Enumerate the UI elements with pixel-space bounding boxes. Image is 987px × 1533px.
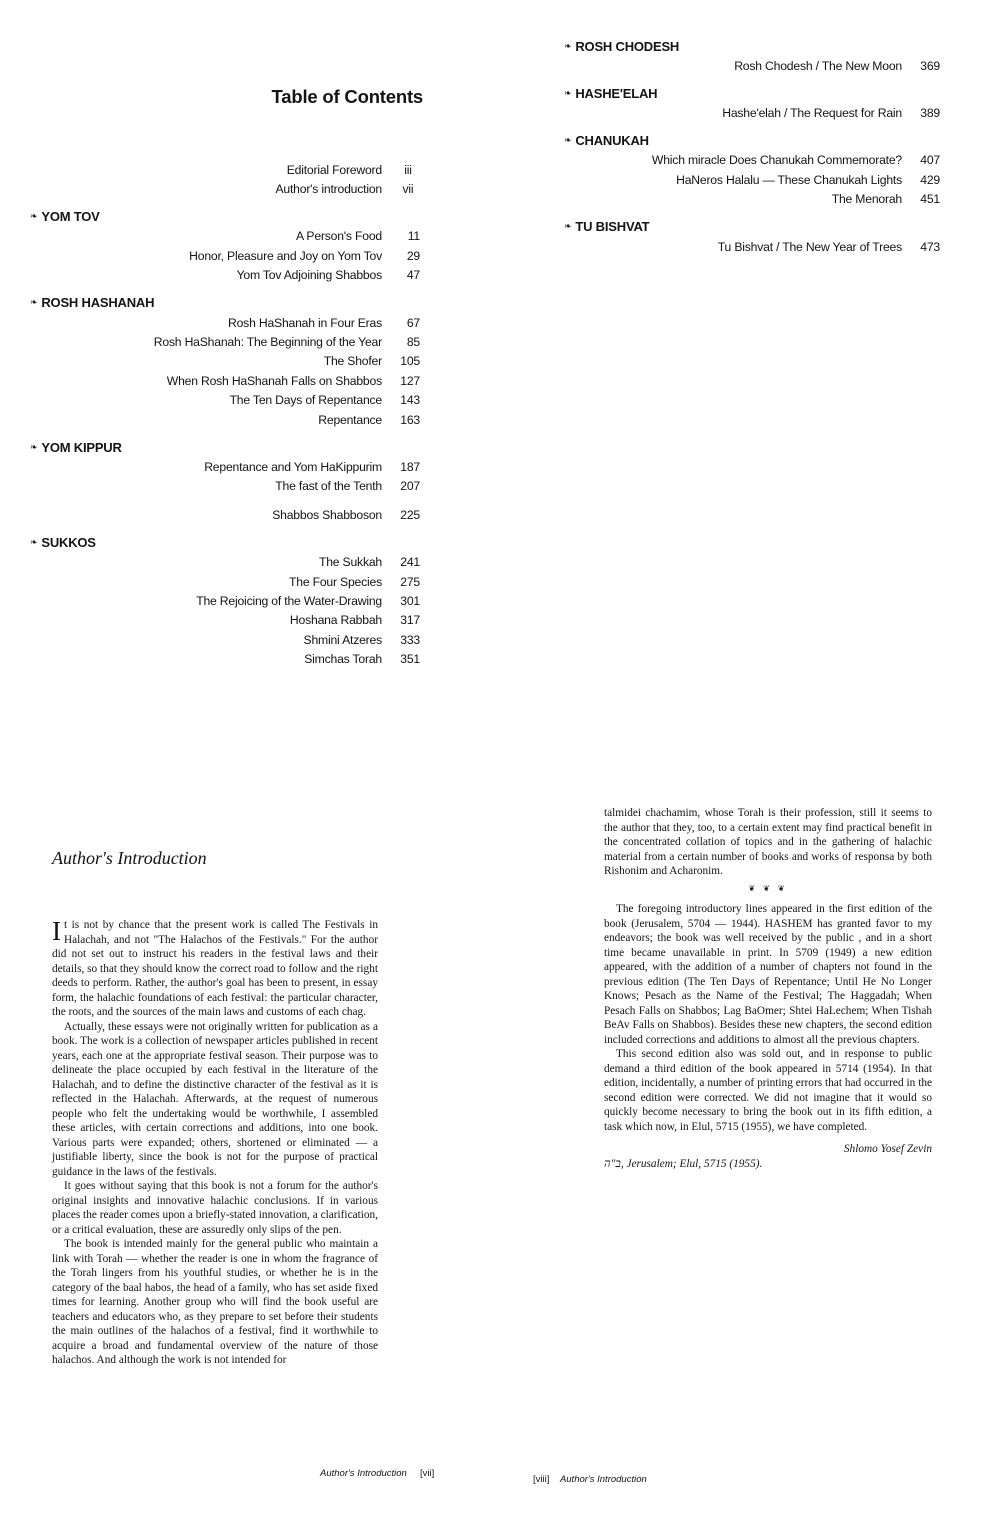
toc-entry-title: When Rosh HaShanah Falls on Shabbos — [166, 373, 382, 388]
toc-right-column — [560, 36, 940, 264]
toc-section-title: CHANUKAH — [575, 133, 649, 149]
toc-section-title: TU BISHVAT — [575, 219, 650, 235]
toc-entry[interactable] — [0, 591, 420, 610]
toc-entry-title: Shabbos Shabboson — [272, 507, 382, 522]
toc-entry[interactable] — [560, 170, 940, 189]
toc-entry[interactable] — [0, 630, 420, 649]
toc-entry[interactable] — [0, 611, 420, 630]
toc-entry-title: Repentance and Yom HaKippurim — [204, 459, 382, 474]
fleuron-icon: ❧ — [564, 221, 572, 232]
toc-entry[interactable] — [0, 572, 420, 591]
toc-entry-page: 429 — [920, 172, 940, 187]
fleuron-icon: ❧ — [30, 536, 38, 547]
toc-entry[interactable] — [0, 457, 420, 476]
toc-entry[interactable] — [0, 505, 420, 524]
toc-entry-page: 451 — [920, 192, 940, 207]
toc-entry-title: Rosh HaShanah: The Beginning of the Year — [153, 335, 382, 350]
toc-entry-page: 105 — [400, 354, 420, 369]
running-footer-right — [533, 1474, 647, 1485]
toc-entry-page: 85 — [406, 335, 420, 350]
toc-entry-page: 143 — [400, 393, 420, 408]
toc-section-heading — [560, 36, 940, 56]
footer-title: Author's Introduction — [559, 1474, 647, 1485]
intro-paragraph: talmidei chachamim, whose Torah is their profession, still it seems to the author that they, too, to a certain extent may find practical benefit in the concentrated collation of topics and in the gathering of halachic material from a certain number of books and works of responsa by both Rishonim and Acharonim. — [604, 807, 932, 877]
toc-entry-page: 11 — [407, 229, 420, 244]
fleuron-icon: ❧ — [564, 40, 572, 51]
toc-entry[interactable] — [0, 227, 420, 246]
toc-section-title: ROSH HASHANAH — [41, 295, 155, 311]
toc-entry-title: The Four Species — [289, 574, 382, 589]
toc-entry-page: 407 — [920, 153, 940, 168]
intro-paragraph: It goes without saying that this book is not a forum for the author's original insights and innovative halachic conclusions. If in various places the reader comes upon a briefly-stated innovation, a clarification, or a critical evaluation, these are assuredly only slips of the pen. — [52, 1180, 378, 1236]
toc-left-column — [0, 160, 420, 677]
intro-right-column — [604, 806, 932, 1171]
toc-entry-title: Repentance — [318, 412, 382, 427]
toc-entry-title: Tu Bishvat / The New Year of Trees — [717, 239, 902, 254]
toc-section-heading — [0, 437, 420, 457]
toc-section-title: YOM KIPPUR — [41, 439, 122, 455]
intro-paragraph: The foregoing introductory lines appeared in the first edition of the book (Jerusalem, 5704 — 1944). HASHEM has granted favor to my endeavors; the book was well received by the public , and in a short time became unavailable in print. In 5709 (1949) a new edition appeared, with the addition of a number of chapters not found in the previous edition (The Ten Days of Repentance; Until He No Longer Knows; Pesach as the Name of the Festival; The Haggadah; When Pesach Falls on Shabbos; Lag BaOmer; Shtei HaLechem; When Tishah BeAv Falls on Shabbos). Besides these new chapters, the second edition included corrections and additions to almost all the previous chapters. — [604, 903, 932, 1046]
toc-section-title: HASHE'ELAH — [575, 85, 658, 101]
toc-entry-page: 187 — [400, 459, 420, 474]
toc-entry-page: 317 — [400, 613, 420, 628]
toc-entry[interactable] — [0, 246, 420, 265]
toc-front-matter — [0, 160, 420, 199]
toc-entry-title: Shmini Atzeres — [303, 632, 382, 647]
section-break-ornament: ❦ ❦ ❦ — [748, 883, 788, 893]
toc-section-title: ROSH CHODESH — [575, 38, 680, 54]
fleuron-icon: ❧ — [564, 87, 572, 98]
toc-entry[interactable] — [560, 103, 940, 122]
toc-entry-title: Editorial Foreword — [286, 162, 382, 177]
intro-paragraph: Actually, these essays were not originally written for publication as a book. The work is a collection of newspaper articles published in recent years, each one at the appropriate festival season. Their purpose was to delineate the place occupied by each festival in the literature of the Halachah, and to define the distinctive character of the festival as it is reflected in the Halachah. Afterwards, at the request of numerous people who felt the undertaking would be worthwhile, I assembled these articles, with certain corrections and additions, into one book. Various parts were expanded; others, shortened or eliminated — a justifiable liberty, since the book is not for the purpose of practical guidance in the laws of the festivals. — [52, 1020, 378, 1178]
toc-entry-page: 241 — [400, 555, 420, 570]
toc-entry-title: Hashe'elah / The Request for Rain — [722, 106, 902, 121]
toc-entry-page: 301 — [400, 593, 420, 608]
toc-entry-page: 207 — [400, 479, 420, 494]
toc-section-heading — [0, 207, 420, 227]
toc-section-hasheelah — [560, 83, 940, 122]
toc-section-heading — [0, 532, 420, 552]
toc-entry-title: The Shofer — [323, 354, 382, 369]
toc-entry-title: Rosh Chodesh / The New Moon — [734, 58, 902, 73]
toc-entry-title: The Rejoicing of the Water-Drawing — [196, 593, 382, 608]
toc-section-heading — [560, 131, 940, 151]
place-date-line: ב"ה, Jerusalem; Elul, 5715 (1955). — [604, 1157, 763, 1170]
toc-entry-page: 389 — [920, 106, 940, 121]
toc-entry[interactable] — [0, 391, 420, 410]
toc-entry-title: Yom Tov Adjoining Shabbos — [236, 268, 382, 283]
toc-entry-title: Author's introduction — [275, 182, 382, 197]
toc-entry-page: 351 — [400, 652, 420, 667]
toc-entry-title: Rosh HaShanah in Four Eras — [228, 315, 382, 330]
toc-entry-page: 47 — [406, 268, 420, 283]
toc-section-sukkos — [0, 532, 420, 668]
toc-entry[interactable] — [0, 160, 420, 179]
footer-page-number: [vii] — [420, 1468, 435, 1479]
toc-entry-page: 473 — [920, 239, 940, 254]
toc-entry[interactable] — [560, 190, 940, 209]
toc-entry-page: iii — [404, 162, 412, 177]
toc-entry-title: The Ten Days of Repentance — [229, 393, 382, 408]
toc-entry-title: The fast of the Tenth — [275, 479, 382, 494]
toc-entry[interactable] — [0, 552, 420, 571]
running-footer-left — [320, 1468, 434, 1479]
footer-page-number: [viii] — [533, 1474, 550, 1485]
fleuron-icon: ❧ — [564, 135, 572, 146]
toc-entry-title: The Menorah — [831, 192, 902, 207]
toc-section-rosh-chodesh — [560, 36, 940, 75]
toc-entry[interactable] — [0, 332, 420, 351]
toc-entry-page: 333 — [400, 632, 420, 647]
toc-section-title: YOM TOV — [41, 209, 100, 225]
toc-section-title: SUKKOS — [41, 534, 96, 550]
intro-paragraph: The book is intended mainly for the general public who maintain a link with Torah — whether the reader is one in whom the fragrance of the Torah lingers from his youthful studies, or whether he is in the category of the baal habos, the head of a family, who has set aside fixed times for learning. Another group who will find the book useful are teachers and educators who, as they prepare to set before their students the main outlines of the halachos of a festival, find it worthwhile to acquire a broad and fundamental overview of the nature of those halachos. And although the work is not intended for — [52, 1238, 378, 1366]
fleuron-icon: ❧ — [30, 441, 38, 452]
fleuron-icon: ❧ — [30, 211, 38, 222]
intro-paragraph: This second edition also was sold out, and in response to public demand a third edition of the book appeared in 5714 (1954). In that edition, incidentally, a number of printing errors that had occurred in the second edition were corrected. We did not imagine that it would so quickly become necessary to bring the book out in its fifth edition, a task which now, in Elul, 5715 (1955), we have completed. — [604, 1048, 932, 1133]
toc-entry-page: vii — [402, 182, 414, 197]
toc-entry-page: 275 — [400, 574, 420, 589]
toc-entry-title: HaNeros Halalu — These Chanukah Lights — [676, 172, 902, 187]
toc-entry-title: Honor, Pleasure and Joy on Yom Tov — [189, 248, 382, 263]
author-signature: Shlomo Yosef Zevin — [843, 1143, 932, 1155]
drop-cap: I — [52, 916, 61, 946]
toc-entry[interactable] — [560, 56, 940, 75]
toc-entry-page: 369 — [920, 58, 940, 73]
toc-entry[interactable] — [0, 352, 420, 371]
toc-entry[interactable] — [0, 266, 420, 285]
intro-left-column — [52, 918, 378, 1368]
toc-entry-title: Hoshana Rabbah — [289, 613, 382, 628]
toc-entry-title: A Person's Food — [295, 229, 382, 244]
toc-section-yom-tov — [0, 207, 420, 285]
toc-title: Table of Contents — [271, 86, 423, 107]
toc-entry-page: 225 — [400, 507, 420, 522]
toc-section-yom-kippur — [0, 437, 420, 524]
toc-entry[interactable] — [0, 649, 420, 668]
toc-entry[interactable] — [0, 371, 420, 390]
toc-section-tu-bishvat — [560, 217, 940, 256]
toc-entry-title: Which miracle Does Chanukah Commemorate? — [651, 153, 902, 168]
footer-title: Author's Introduction — [320, 1468, 407, 1479]
intro-heading: Author's Introduction — [52, 848, 207, 868]
toc-entry[interactable] — [0, 410, 420, 429]
toc-entry[interactable] — [0, 313, 420, 332]
toc-entry-title: The Sukkah — [318, 555, 382, 570]
toc-entry[interactable] — [0, 179, 420, 198]
toc-section-chanukah — [560, 131, 940, 209]
toc-section-heading — [560, 83, 940, 103]
toc-entry-title: Simchas Torah — [304, 652, 382, 667]
toc-entry-page: 67 — [406, 315, 420, 330]
fleuron-icon: ❧ — [30, 297, 38, 308]
toc-entry-page: 29 — [406, 248, 420, 263]
toc-section-heading — [560, 217, 940, 237]
intro-paragraph: It is not by chance that the present work is called The Festivals in Halachah, and not "The Halachos of the Festivals." For the author did not set out to instruct his readers in the festival laws and their details, so that they should know the correct road to follow and the right deeds to perform. Rather, the author's goal has been to present, in essay form, the halachic foundations of each festival: the particular character, the roots, and the sources of the main laws and customs of each chag. — [52, 916, 378, 1018]
toc-entry[interactable] — [560, 151, 940, 170]
toc-section-heading — [0, 293, 420, 313]
toc-entry-page: 163 — [400, 412, 420, 427]
toc-entry-page: 127 — [400, 373, 420, 388]
toc-entry[interactable] — [560, 237, 940, 256]
toc-entry[interactable] — [0, 477, 420, 496]
toc-section-rosh-hashanah — [0, 293, 420, 429]
